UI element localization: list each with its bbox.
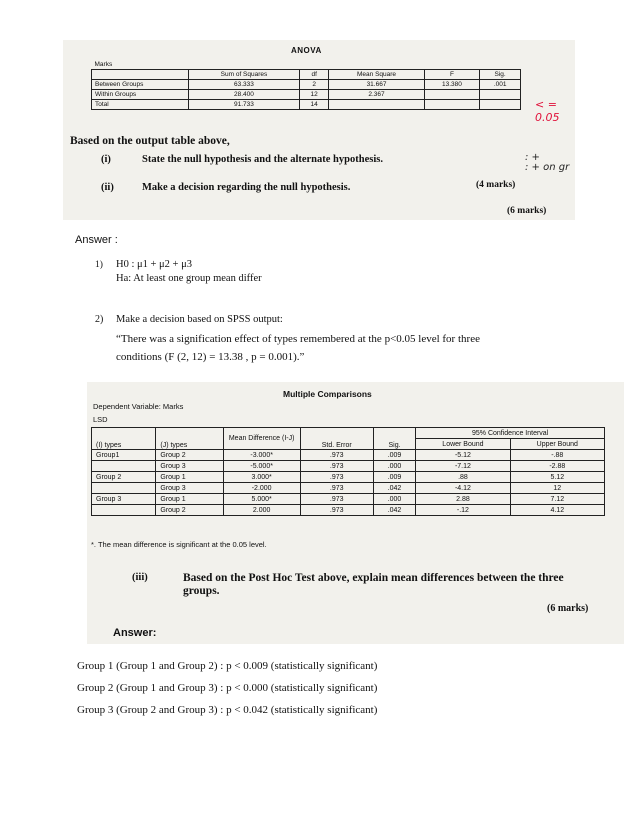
hypothesis-alternate: Ha: At least one group mean differ: [116, 273, 262, 284]
table-row: [92, 472, 605, 483]
mc-cell: -5.000*: [223, 461, 300, 472]
mc-cell: [92, 483, 156, 494]
anova-cell: Within Groups: [92, 90, 189, 100]
mc-cell: 3.000*: [223, 472, 300, 483]
mc-cell: 7.12: [510, 494, 604, 505]
mc-cell: -2.000: [223, 483, 300, 494]
mc-cell: 12: [510, 483, 604, 494]
table-row: [92, 450, 605, 461]
anova-header: Sum of Squares: [189, 70, 300, 80]
table-row: [92, 494, 605, 505]
anova-cell: 63.333: [189, 80, 300, 90]
answer-label: Answer:: [113, 627, 157, 639]
mc-cell: -.12: [416, 505, 510, 516]
mc-header: Std. Error: [300, 428, 373, 450]
anova-scan: [63, 40, 575, 220]
group-answer: Group 3 (Group 2 and Group 3) : p < 0.042 (statistically significant): [77, 704, 378, 716]
anova-header: Mean Square: [329, 70, 424, 80]
mc-ci-header: 95% Confidence Interval: [416, 428, 605, 439]
mc-cell: .042: [373, 505, 415, 516]
mc-cell: 5.12: [510, 472, 604, 483]
mc-cell: 2.88: [416, 494, 510, 505]
mc-cell: Group 3: [156, 461, 223, 472]
anova-cell: [329, 100, 424, 110]
decision-intro: Make a decision based on SPSS output:: [116, 314, 283, 325]
mc-cell: .973: [300, 505, 373, 516]
marks-label: (4 marks): [476, 180, 516, 190]
mc-cell: -5.12: [416, 450, 510, 461]
group-answer: Group 1 (Group 1 and Group 2) : p < 0.009 (statistically significant): [77, 660, 378, 672]
table-row: [92, 461, 605, 472]
anova-cell: 13.380: [424, 80, 480, 90]
mc-cell: .042: [373, 483, 415, 494]
question-text: Make a decision regarding the null hypothesis.: [142, 182, 351, 193]
anova-title: ANOVA: [291, 46, 322, 55]
mc-cell: -.88: [510, 450, 604, 461]
table-row: [92, 483, 605, 494]
mc-header: Upper Bound: [510, 439, 604, 450]
mc-header: Lower Bound: [416, 439, 510, 450]
mc-cell: .973: [300, 461, 373, 472]
mc-cell: [92, 505, 156, 516]
mc-dependent-variable: Dependent Variable: Marks: [93, 402, 184, 411]
answer-number: 1): [95, 260, 103, 270]
anova-header: Sig.: [480, 70, 521, 80]
mc-header: Mean Difference (I-J): [223, 428, 300, 450]
mc-method: LSD: [93, 415, 108, 424]
mc-cell: .973: [300, 472, 373, 483]
anova-cell: 28.400: [189, 90, 300, 100]
mc-cell: 4.12: [510, 505, 604, 516]
anova-row: [92, 90, 521, 100]
answer-label: Answer :: [75, 234, 118, 246]
marks-label: (6 marks): [547, 603, 589, 614]
anova-header: F: [424, 70, 480, 80]
mc-cell: .88: [416, 472, 510, 483]
question-number: (i): [101, 154, 111, 165]
anova-header: [92, 70, 189, 80]
handwritten-alpha: < = 0.05: [535, 98, 560, 124]
question-intro: Based on the output table above,: [70, 135, 230, 147]
mc-cell: Group1: [92, 450, 156, 461]
mc-cell: Group 1: [156, 472, 223, 483]
mc-cell: Group 3: [156, 483, 223, 494]
anova-header: df: [299, 70, 328, 80]
mc-cell: [92, 461, 156, 472]
anova-cell: 31.667: [329, 80, 424, 90]
anova-cell: Total: [92, 100, 189, 110]
hypothesis-null: H0 : μ1 + μ2 + μ3: [116, 259, 192, 270]
anova-cell: 2.367: [329, 90, 424, 100]
mc-title: Multiple Comparisons: [283, 389, 372, 399]
mc-header: (J) types: [156, 428, 223, 450]
mc-cell: .973: [300, 483, 373, 494]
mc-cell: Group 2: [156, 505, 223, 516]
question-text: State the null hypothesis and the alternate hypothesis.: [142, 154, 383, 165]
mc-cell: Group 3: [92, 494, 156, 505]
anova-table: [91, 60, 521, 110]
anova-cell: 12: [299, 90, 328, 100]
mc-cell: -7.12: [416, 461, 510, 472]
mc-cell: Group 2: [92, 472, 156, 483]
mc-cell: 5.000*: [223, 494, 300, 505]
anova-cell: Between Groups: [92, 80, 189, 90]
marks-label: (6 marks): [507, 206, 547, 216]
anova-variable: Marks: [94, 61, 113, 68]
anova-cell: [480, 90, 521, 100]
mc-cell: Group 2: [156, 450, 223, 461]
anova-cell: [424, 100, 480, 110]
anova-row: [92, 80, 521, 90]
mc-header: Sig.: [373, 428, 415, 450]
answer-number: 2): [95, 314, 104, 325]
mc-header: (I) types: [92, 428, 156, 450]
anova-cell: 14: [299, 100, 328, 110]
handwritten-side-note: : + : + on gr: [525, 152, 570, 173]
anova-row: [92, 100, 521, 110]
anova-cell: 2: [299, 80, 328, 90]
anova-cell: 91.733: [189, 100, 300, 110]
mc-cell: .009: [373, 472, 415, 483]
question-text: Based on the Post Hoc Test above, explain mean differences between the three groups.: [183, 572, 564, 597]
mc-footnote: *. The mean difference is significant at the 0.05 level.: [91, 540, 267, 549]
anova-header-row: [92, 70, 521, 80]
multiple-comparisons-table: [91, 427, 605, 516]
mc-cell: .009: [373, 450, 415, 461]
mc-cell: -3.000*: [223, 450, 300, 461]
mc-cell: -4.12: [416, 483, 510, 494]
mc-cell: .000: [373, 494, 415, 505]
anova-cell: [424, 90, 480, 100]
mc-cell: -2.88: [510, 461, 604, 472]
mc-cell: 2.000: [223, 505, 300, 516]
decision-quote-line: “There was a signification effect of types remembered at the p<0.05 level for three: [116, 333, 480, 345]
group-answer: Group 2 (Group 1 and Group 3) : p < 0.000 (statistically significant): [77, 682, 378, 694]
mc-cell: .973: [300, 494, 373, 505]
question-number: (iii): [132, 572, 148, 583]
question-number: (ii): [101, 182, 114, 193]
mc-cell: Group 1: [156, 494, 223, 505]
anova-cell: .001: [480, 80, 521, 90]
table-row: [92, 505, 605, 516]
mc-cell: .000: [373, 461, 415, 472]
multiple-comparisons-scan: [87, 382, 624, 644]
anova-cell: [480, 100, 521, 110]
mc-cell: .973: [300, 450, 373, 461]
mc-header-row: [92, 428, 605, 439]
decision-quote-line: conditions (F (2, 12) = 13.38 , p = 0.001).”: [116, 351, 305, 363]
